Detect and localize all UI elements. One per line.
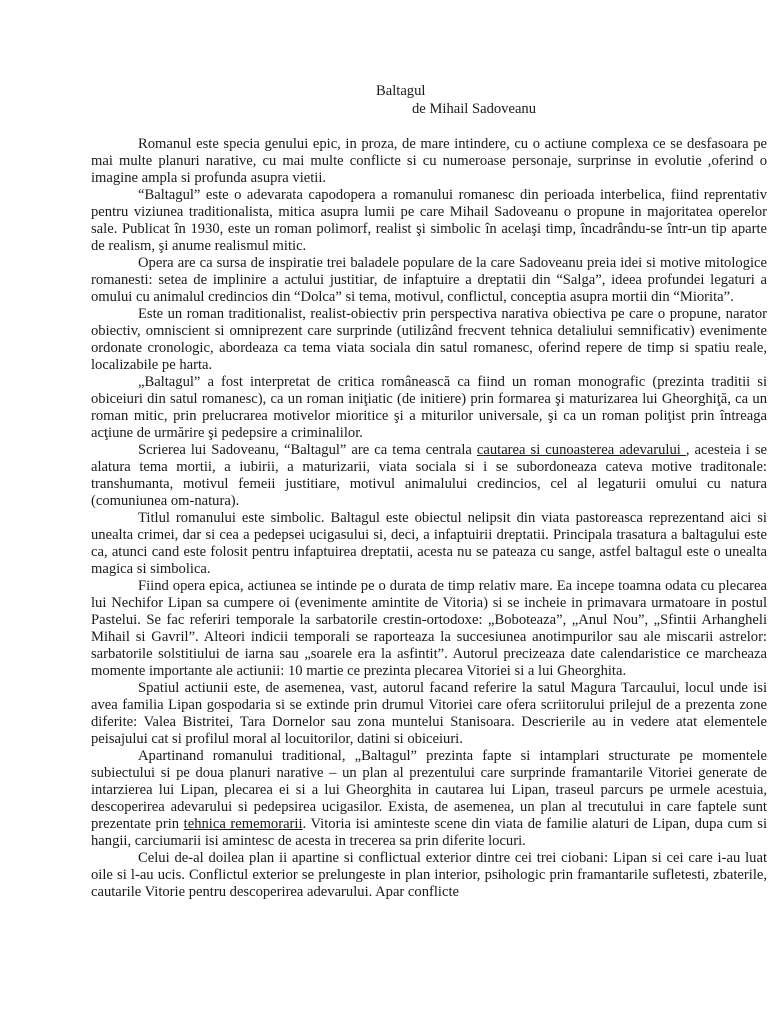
paragraph: Opera are ca sursa de inspiratie trei baladele populare de la care Sadoveanu preia idei si motive mitologice romanesti: setea de implinire a actului justitiar, de infaptuire a dreptatii din “Salga”, ideea profundei legaturi a omului cu animalul credincios din “Dolca” si tema, motivul, conflictul, conceptia asupra mortii din “Miorita”. xyxy=(91,255,767,305)
paragraph: Spatiul actiunii este, de asemenea, vast, autorul facand referire la satul Magura Tarcaului, locul unde isi avea familia Lipan gospodaria si se extinde prin drumul Vitoriei care ofera scriitorului prilejul de a prezenta zone diferite: Valea Bistritei, Tara Dornelor sau zona muntelui Stanisoara. Descrierile au in vedere atat elementele peisajului cat si profilul moral al locuitorilor, datini si obiceiuri. xyxy=(91,680,767,747)
paragraph: Romanul este specia genului epic, in proza, de mare intindere, cu o actiune complexa ce se desfasoara pe mai multe planuri narative, cu mai multe conflicte si cu numeroase personaje, surprinse in evolutie ,oferind o imagine ampla si profunda asupra vietii. xyxy=(91,136,767,186)
paragraph xyxy=(91,748,767,850)
paragraph: Este un roman traditionalist, realist-obiectiv prin perspectiva narativa obiectiva pe care o propune, narator obiectiv, omniscient si omniprezent care surprinde (utilizând frecvent tehnica detaliului semnificativ) evenimente ordonate cronologic, abordeaza ca tema viata sociala din satul romanesc, oferind repere de timp si spatiu reale, localizabile pe harta. xyxy=(91,306,767,373)
paragraph: Titlul romanului este simbolic. Baltagul este obiectul nelipsit din viata pastoreasca reprezentand aici si unealta crimei, dar si cea a pedepsei ucigasului si, deci, a infaptuirii dreptatii. Principala trasatura a baltagului este ca, atunci cand este folosit pentru infaptuirea dreptatii, acesta nu se pateaza cu sange, astfel baltagul este o unealta magica si simbolica. xyxy=(91,510,767,577)
paragraph-text: , acesteia i se alatura tema mortii, a iubirii, a maturizarii, viata sociala si i se subordoneaza cateva motive traditonale: transhumanta, motivul femeii justitiare, motivul animalului credincios, cel al legaturii omului cu natura (comuniunea om-natura). xyxy=(91,442,767,509)
document-author: de Mihail Sadoveanu xyxy=(412,101,537,117)
paragraph: Fiind opera epica, actiunea se intinde pe o durata de timp relativ mare. Ea incepe toamna odata cu plecarea lui Nechifor Lipan sa cumpere oi (evenimente amintite de Vitoria) si se incheie in primavara urmatoare in postul Pastelui. Se fac referiri temporale la sarbatorile crestin-ortodoxe: „Boboteaza”, „Anul Nou”, „Sfintii Arhangheli Mihail si Gavril”. Alteori indicii temporali se raporteaza la succesiunea anotimpurilor sau ale miscarii astrelor: sarbatorile solstitiului de iarna sau „soarele era la asfintit”. Autorul precizeaza date calendaristice ce marcheaza momente importante ale actiunii: 10 martie ce prezinta plecarea Vitoriei si a lui Gheorghita. xyxy=(91,578,767,679)
document-title: Baltagul xyxy=(376,83,426,99)
paragraph xyxy=(91,442,767,510)
paragraph-text: Scrierea lui Sadoveanu, “Baltagul” are ca tema centrala xyxy=(138,442,477,458)
paragraph: “Baltagul” este o adevarata capodopera a romanului romanesc din perioada interbelica, fiind reprentativ pentru viziunea traditionalista, mitica asupra lumii pe care Mihail Sadoveanu o propune in majoritatea operelor sale. Publicat în 1930, este un roman polimorf, realist şi simbolic în acelaşi timp, încadrându-se într-un tip aparte de realism, şi anume realismul mitic. xyxy=(91,187,767,254)
paragraph-text: . Vitoria isi aminteste scene din viata de familie alaturi de Lipan, dupa cum si hangii, carciumarii isi amintesc de acesta in trecerea sa prin diferite locuri. xyxy=(91,816,767,849)
paragraph: „Baltagul” a fost interpretat de critica românească ca fiind un roman monografic (prezinta traditii si obiceiuri din satul romanesc), ca un roman iniţiatic (de initiere) prin formarea şi maturizarea lui Gheorghiţă, ca un roman mitic, prin prelucrarea motivelor mioritice şi a miturilor universale, şi ca un roman poliţist prin întreaga acţiune de urmărire şi pedepsire a criminalilor. xyxy=(91,374,767,441)
paragraph-text: Apartinand romanului traditional, „Baltagul” prezinta fapte si intamplari structurate pe momentele subiectului si pe doua planuri narative – un plan al prezentului care surprinde framantarile Vitoriei generate de intarzierea lui Lipan, plecarea ei si a lui Gheorghita in cautarea lui Lipan, traseul parcurs pe urmele acestuia, descoperirea adevarului si pedepsirea ucigasilor. Exista, de asemenea, un plan al trecutului in care faptele sunt prezentate prin xyxy=(91,748,767,832)
document-body xyxy=(91,136,767,901)
paragraph: Celui de-al doilea plan ii apartine si conflictual exterior dintre cei trei ciobani: Lipan si cei care i-au luat oile si l-au ucis. Conflictul exterior se prelungeste in plan interior, psihologic prin framantarile sufletesti, zbaterile, cautarile Vitorie pentru descoperirea adevarului. Apar conflicte xyxy=(91,850,767,900)
underlined-phrase: tehnica rememorarii xyxy=(183,816,303,832)
underlined-phrase: cautarea si cunoasterea adevarului xyxy=(476,442,686,458)
